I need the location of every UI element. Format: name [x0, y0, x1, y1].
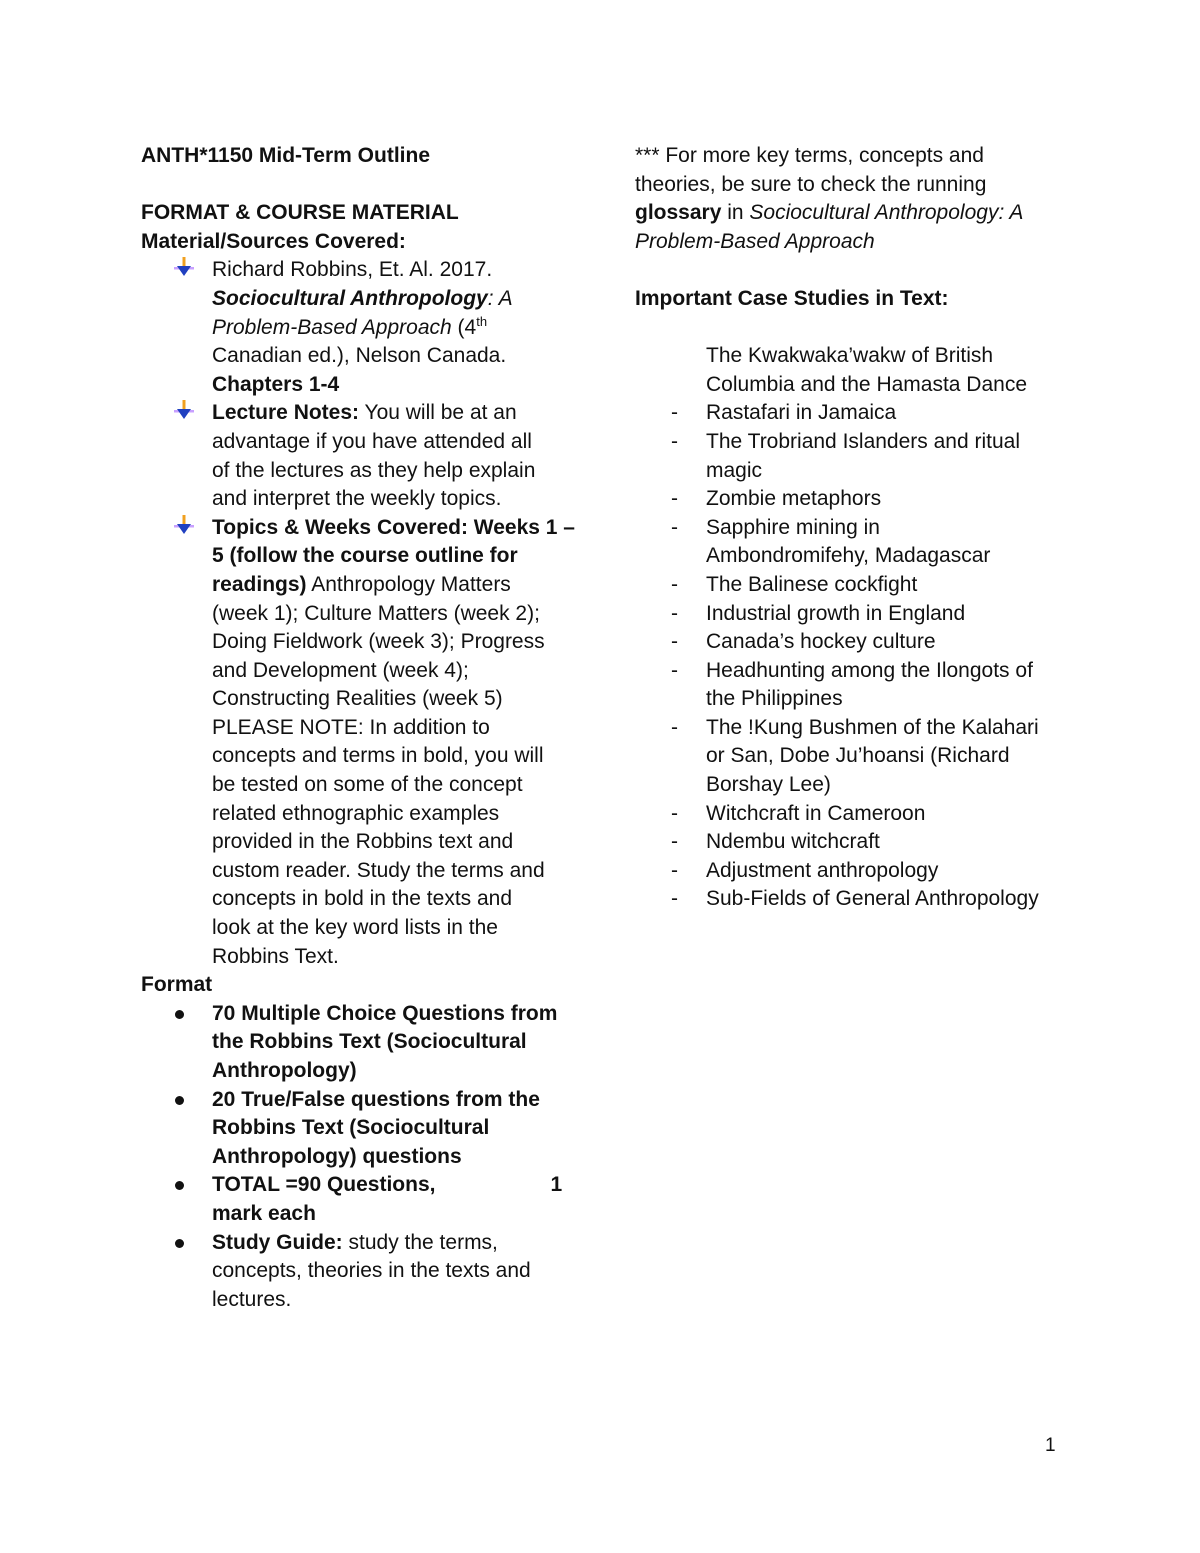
dash-bullet: - — [671, 601, 678, 625]
arrow-bullet-icon — [173, 399, 195, 430]
right-column — [635, 142, 1065, 914]
case-study-text: Canada’s hockey culture — [706, 630, 936, 654]
list-item-total: TOTAL =90 Questions, 1 mark each — [141, 1171, 571, 1228]
case-study-item — [635, 571, 1065, 600]
case-study-text: Ndembu witchcraft — [706, 830, 880, 854]
dash-bullet: - — [671, 715, 678, 739]
document-title: ANTH*1150 Mid-Term Outline — [141, 144, 430, 167]
case-study-item — [635, 828, 1065, 857]
list-item-topics-weeks: Topics & Weeks Covered: Weeks 1 – 5 (follow the course outline for readings) Anthropology Matters (week 1); Culture Matters (week 2); Doing Fieldwork (week 3); Progress and Development (week 4); Constructing Realities (week 5) PLEASE NOTE: In addition to concepts and terms in bold, you will be tested on some of the concept related ethnographic examples provided in the Robbins text and custom reader. Study the terms and concepts in bold in the texts and look at the key word lists in the Robbins Text. — [141, 514, 571, 972]
case-study-item — [635, 399, 1065, 428]
case-studies-list — [635, 399, 1065, 914]
arrow-bullet-icon — [173, 514, 195, 545]
page-number: 1 — [1045, 1435, 1056, 1456]
case-study-text: Ambondromifehy, Madagascar — [706, 544, 991, 568]
case-study-text: The Trobriand Islanders and ritual — [706, 429, 1021, 453]
case-study-text: Sub-Fields of General Anthropology — [706, 887, 1039, 911]
arrow-bullet-icon — [173, 256, 195, 287]
case-study-item — [635, 600, 1065, 629]
case-study-text: or San, Dobe Ju’hoansi (Richard — [706, 744, 1010, 768]
dash-bullet: - — [671, 572, 678, 596]
bullet-icon — [175, 1096, 184, 1105]
case-study-text: Rastafari in Jamaica — [706, 401, 897, 425]
list-item-multiple-choice: 70 Multiple Choice Questions from the Robbins Text (Sociocultural Anthropology) — [141, 1000, 571, 1086]
list-item-study-guide: Study Guide: study the terms, concepts, theories in the texts and lectures. — [141, 1229, 571, 1315]
case-study-item — [635, 800, 1065, 829]
case-study-text: magic — [706, 458, 763, 482]
bullet-icon — [175, 1239, 184, 1248]
case-study-text: Industrial growth in England — [706, 601, 966, 625]
dash-bullet: - — [671, 887, 678, 911]
sources-heading: Material/Sources Covered: — [141, 229, 406, 253]
dash-bullet: - — [671, 515, 678, 539]
dash-bullet: - — [671, 630, 678, 654]
case-study-item — [635, 657, 1065, 714]
case-study-item — [635, 485, 1065, 514]
case-study-text: the Philippines — [706, 687, 843, 711]
bullet-icon — [175, 1181, 184, 1190]
case-study-item — [635, 628, 1065, 657]
list-item-true-false: 20 True/False questions from the Robbins Text (Sociocultural Anthropology) questions — [141, 1086, 571, 1172]
case-study-item — [635, 885, 1065, 914]
dash-bullet: - — [671, 401, 678, 425]
dash-bullet: - — [671, 658, 678, 682]
case-study-text: Witchcraft in Cameroon — [706, 801, 926, 825]
list-item-textbook: Richard Robbins, Et. Al. 2017. Sociocultural Anthropology: A Problem-Based Approach (4th Canadian ed.), Nelson Canada. Chapters 1-4 — [141, 256, 571, 399]
case-study-text: The Balinese cockfight — [706, 572, 918, 596]
case-study-item — [635, 857, 1065, 886]
left-column — [141, 142, 575, 1314]
bullet-icon — [175, 1010, 184, 1019]
case-study-text: The !Kung Bushmen of the Kalahari — [706, 715, 1039, 739]
dash-bullet: - — [671, 858, 678, 882]
case-study-item — [635, 514, 1065, 571]
case-study-item — [635, 428, 1065, 485]
case-study-text: Zombie metaphors — [706, 487, 882, 511]
case-study-text: Adjustment anthropology — [706, 858, 939, 882]
case-study-item: The Kwakwaka’wakw of British Columbia and the Hamasta Dance — [706, 344, 1028, 396]
case-studies-heading: Important Case Studies in Text: — [635, 286, 949, 310]
section-heading: FORMAT & COURSE MATERIAL — [141, 201, 459, 225]
format-heading: Format — [141, 973, 213, 997]
list-item-lecture-notes: Lecture Notes: You will be at an advantage if you have attended all of the lectures as they help explain and interpret the weekly topics. — [141, 399, 571, 513]
case-study-text: Headhunting among the Ilongots of — [706, 658, 1033, 682]
dash-bullet: - — [671, 830, 678, 854]
dash-bullet: - — [671, 801, 678, 825]
case-study-item — [635, 714, 1065, 800]
dash-bullet: - — [671, 487, 678, 511]
dash-bullet: - — [671, 429, 678, 453]
case-study-text: Borshay Lee) — [706, 773, 831, 797]
case-study-text: Sapphire mining in — [706, 515, 880, 539]
glossary-note: *** For more key terms, concepts and theories, be sure to check the running glossary in Sociocultural Anthropology: A Problem-Based Approach — [635, 144, 1024, 253]
